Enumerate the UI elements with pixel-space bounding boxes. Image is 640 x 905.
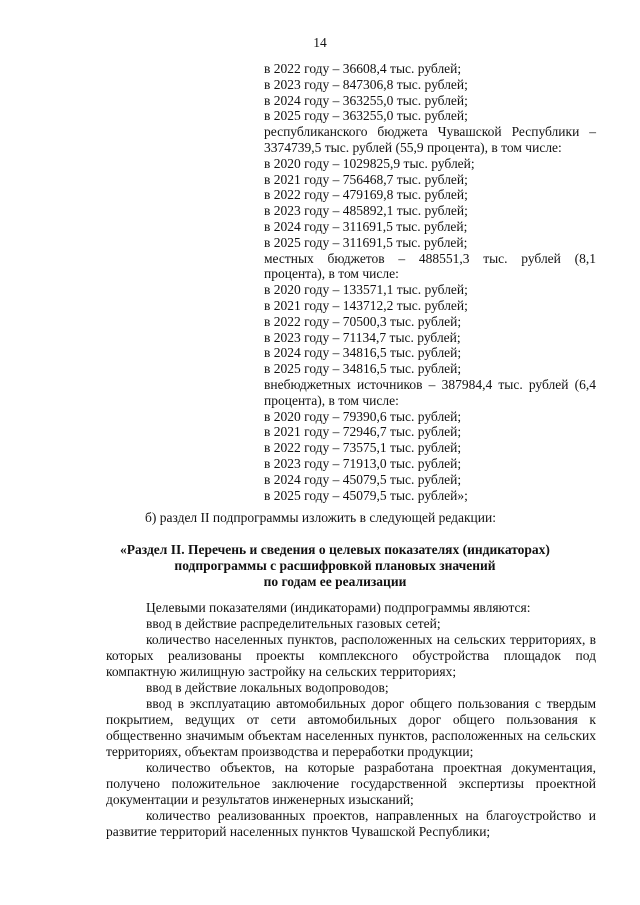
finance-line: в 2023 году – 485892,1 тыс. рублей; bbox=[264, 203, 468, 219]
indicator-item: количество населенных пунктов, расположенных на сельских территориях, в которых реализованы проекты комплексного обустройства площадок под компактную жилищную застройку на сельских территориях; bbox=[106, 632, 596, 679]
section-title-line: «Раздел II. Перечень и сведения о целевых показателях (индикаторах) bbox=[120, 542, 550, 557]
finance-line: в 2025 году – 34816,5 тыс. рублей; bbox=[264, 361, 462, 377]
finance-line: в 2024 году – 45079,5 тыс. рублей; bbox=[264, 471, 462, 487]
finance-line: в 2023 году – 71134,7 тыс. рублей; bbox=[264, 329, 461, 345]
finance-line: в 2020 году – 133571,1 тыс. рублей; bbox=[264, 282, 468, 298]
indicator-item: количество реализованных проектов, направленных на благоустройство и развитие территорий населенных пунктов Чувашской Республики; bbox=[106, 808, 596, 839]
section-title-line: подпрограммы с расшифровкой плановых значений bbox=[174, 557, 496, 573]
financing-list bbox=[264, 61, 596, 503]
finance-line: в 2024 году – 363255,0 тыс. рублей; bbox=[264, 92, 468, 108]
section-title bbox=[100, 542, 570, 589]
finance-source-local: местных бюджетов – 488551,3 тыс. рублей (8,1 процента), в том числе: bbox=[264, 250, 596, 282]
finance-line: в 2021 году – 72946,7 тыс. рублей; bbox=[264, 424, 462, 440]
finance-line: в 2020 году – 79390,6 тыс. рублей; bbox=[264, 408, 462, 424]
finance-line: в 2025 году – 311691,5 тыс. рублей; bbox=[264, 234, 468, 250]
section-title-line: по годам ее реализации bbox=[263, 573, 407, 589]
indicators-text bbox=[106, 600, 596, 840]
indicator-item: ввод в действие распределительных газовых сетей; bbox=[146, 616, 441, 631]
finance-line: в 2024 году – 34816,5 тыс. рублей; bbox=[264, 345, 462, 361]
finance-line: в 2023 году – 847306,8 тыс. рублей; bbox=[264, 76, 468, 92]
finance-source-extrabudgetary: внебюджетных источников – 387984,4 тыс. рублей (6,4 процента), в том числе: bbox=[264, 376, 596, 408]
finance-line: в 2022 году – 36608,4 тыс. рублей; bbox=[264, 61, 462, 76]
indicators-intro: Целевыми показателями (индикаторами) подпрограммы являются: bbox=[146, 600, 531, 615]
indicator-item: количество объектов, на которые разработана проектная документация, получено положительное заключение государственной экспертизы проектной документации и результатов инженерных изысканий; bbox=[106, 760, 596, 807]
amendment-paragraph: б) раздел II подпрограммы изложить в следующей редакции: bbox=[145, 510, 496, 525]
finance-line: в 2022 году – 70500,3 тыс. рублей; bbox=[264, 313, 462, 329]
finance-line: в 2022 году – 479169,8 тыс. рублей; bbox=[264, 187, 468, 203]
finance-line: в 2021 году – 756468,7 тыс. рублей; bbox=[264, 171, 468, 187]
finance-source-republican: республиканского бюджета Чувашской Республики – 3374739,5 тыс. рублей (55,9 процента), в том числе: bbox=[264, 124, 596, 155]
indicator-item: ввод в действие локальных водопроводов; bbox=[146, 680, 389, 695]
finance-line: в 2022 году – 73575,1 тыс. рублей; bbox=[264, 440, 462, 456]
finance-line: в 2020 году – 1029825,9 тыс. рублей; bbox=[264, 155, 475, 171]
finance-line: в 2023 году – 71913,0 тыс. рублей; bbox=[264, 455, 462, 471]
finance-line: в 2024 году – 311691,5 тыс. рублей; bbox=[264, 218, 468, 234]
finance-line: в 2025 году – 363255,0 тыс. рублей; bbox=[264, 108, 468, 124]
finance-line: в 2021 году – 143712,2 тыс. рублей; bbox=[264, 297, 468, 313]
finance-line: в 2025 году – 45079,5 тыс. рублей»; bbox=[264, 487, 468, 503]
page-number: 14 bbox=[313, 35, 327, 50]
indicator-item: ввод в эксплуатацию автомобильных дорог общего пользования с твердым покрытием, ведущих от сети автомобильных дорог общего пользования к общественно значимым объектам населенных пунктов, расположенных на сельских территориях, объектам производства и переработки продукции; bbox=[106, 696, 596, 759]
